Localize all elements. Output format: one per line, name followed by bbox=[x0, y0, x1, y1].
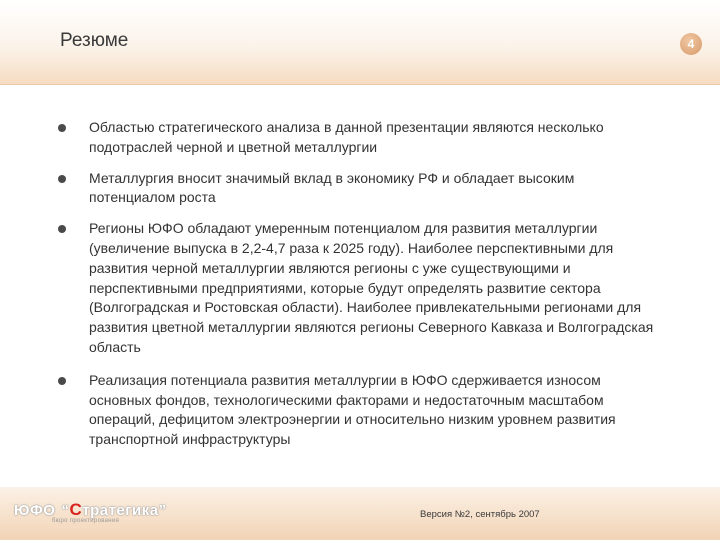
bullet-item bbox=[58, 219, 658, 358]
bullet-dot-icon bbox=[58, 377, 66, 385]
slide-title: Резюме bbox=[60, 30, 129, 51]
bullet-dot-icon bbox=[58, 225, 66, 233]
page-number-badge: 4 bbox=[680, 33, 702, 55]
bullet-item bbox=[58, 371, 658, 450]
logo-name: тратегика bbox=[82, 501, 159, 519]
bullet-item bbox=[58, 118, 658, 158]
bullet-text: Регионы ЮФО обладают умеренным потенциалом для развития металлургии (увеличение выпуска в 2,2-4,7 раза к 2025 году). Наиболее перспективными для развития черной металлургии являются регионы с уже существующими и перспективными предприятиями, которые будут определять развитие сектора (Волгоградская и Ростовская области). Наиболее привлекательными регионами для развития цветной металлургии являются регионы Северного Кавказа и Волгоградская область bbox=[89, 220, 654, 355]
logo-tagline: бюро проектирования bbox=[52, 518, 120, 524]
logo-letter: С bbox=[69, 500, 83, 519]
logo-quote-icon: “ bbox=[61, 501, 70, 519]
version-label: Версия №2, сентябрь 2007 bbox=[420, 509, 540, 520]
bullet-dot-icon bbox=[58, 124, 66, 132]
bullet-text: Металлургия вносит значимый вклад в экономику РФ и обладает высоким потенциалом роста bbox=[89, 169, 575, 206]
logo-quote-icon: ” bbox=[158, 501, 167, 519]
bullet-item bbox=[58, 169, 658, 209]
bullet-text: Реализация потенциала развития металлургии в ЮФО сдерживается износом основных фондов, технологическими факторами и недостаточным масштабом операций, дефицитом электроэнергии и относительно низким уровнем развития транспортной инфраструктуры bbox=[89, 371, 616, 448]
bullet-text: Областью стратегического анализа в данной презентации являются несколько подотраслей черной и цветной металлургии bbox=[89, 119, 604, 155]
summary-bullet-list bbox=[58, 118, 658, 450]
header-divider bbox=[0, 84, 720, 85]
logo-prefix: ЮФО bbox=[14, 501, 56, 519]
bullet-dot-icon bbox=[58, 175, 66, 183]
